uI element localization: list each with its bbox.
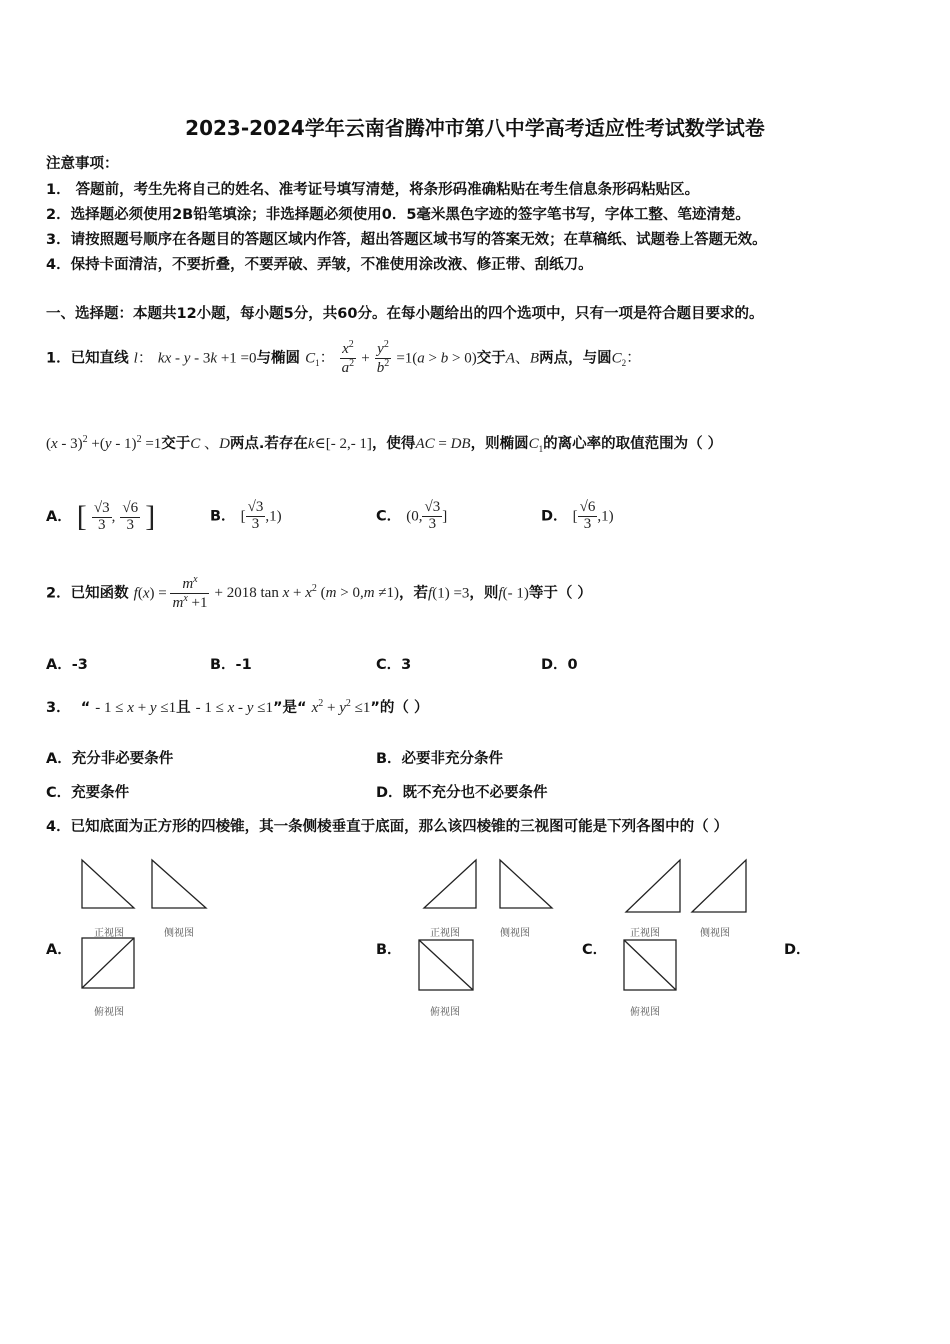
question-1-line-1: 1．已知直线 l： kx - y - 3k +1 =0与椭圆 $C_1$： $\frac{x^2}{a^2}$ + $\frac{y^2}{b^2}$ =1(a > b > 0)交于A、B两点，与圆$C_2$：: [46, 339, 642, 376]
option-b[interactable]: B． [ $\frac{√3}{3}$ ,1): [210, 499, 282, 532]
option-c[interactable]: C．3: [376, 657, 412, 673]
option-c-front-view: [626, 860, 680, 912]
top-view-label: 俯视图: [430, 1007, 460, 1018]
option-d[interactable]: D． [ $\frac{√6}{3}$ ,1): [541, 499, 614, 532]
side-view-label: 侧视图: [164, 928, 194, 939]
front-view-label: 正视图: [430, 928, 460, 939]
notice-item: 2．选择题必须使用2B铅笔填涂；非选择题必须使用0．5毫米黑色字迹的签字笔书写，字体工整、笔迹清楚。: [46, 207, 750, 223]
side-view-label: 侧视图: [700, 928, 730, 939]
option-c[interactable]: C．: [582, 942, 608, 958]
notice-item: 1． 答题前，考生先将自己的姓名、准考证号填写清楚，将条形码准确粘贴在考生信息条形码粘贴区。: [46, 182, 700, 198]
notice-item: 3．请按照题号顺序在各题目的答题区域内作答，超出答题区域书写的答案无效；在草稿纸、试题卷上答题无效。: [46, 232, 767, 248]
page-title: 2023-2024学年云南省腾冲市第八中学高考适应性考试数学试卷: [185, 116, 765, 140]
option-a[interactable]: A．-3: [46, 657, 88, 673]
option-d[interactable]: D．既不充分也不必要条件: [376, 785, 548, 801]
option-b-front-view: [424, 860, 476, 908]
option-b-side-view: [500, 860, 552, 908]
top-view-label: 俯视图: [630, 1007, 660, 1018]
top-view-label: 俯视图: [94, 1007, 124, 1018]
option-a[interactable]: A． [ $\frac{√3}{3}$ , $\frac{√6}{3}$ ]: [46, 499, 156, 533]
option-b[interactable]: B．必要非充分条件: [376, 751, 504, 767]
option-c-side-view: [692, 860, 746, 912]
option-c[interactable]: C． (0, $\frac{√3}{3}$ ]: [376, 499, 448, 532]
option-d[interactable]: D．0: [541, 657, 578, 673]
option-a-front-view: [82, 860, 134, 908]
option-d[interactable]: D．: [784, 942, 811, 958]
three-view-figures: [0, 850, 950, 1020]
option-b[interactable]: B．-1: [210, 657, 252, 673]
option-a-side-view: [152, 860, 206, 908]
option-b-top-view: [419, 940, 473, 990]
front-view-label: 正视图: [630, 928, 660, 939]
option-c[interactable]: C．充要条件: [46, 785, 130, 801]
side-view-label: 侧视图: [500, 928, 530, 939]
option-a[interactable]: A．: [46, 942, 72, 958]
question-2: 2．已知函数 f(x) = $\frac{m^x}{m^x +1}$ + 2018 $\tan x + x^2$ (m > 0,m ≠1)，若f(1) =3，则f(- 1)等于（ ）: [46, 574, 592, 611]
front-view-label: 正视图: [94, 928, 124, 939]
option-b[interactable]: B．: [376, 942, 402, 958]
notice-item: 4．保持卡面清洁，不要折叠，不要弄破、弄皱，不准使用涂改液、修正带、刮纸刀。: [46, 257, 593, 273]
question-1-line-2: (x - 3)$^2$ +(y - 1)$^2$ =1交于C 、D两点.若存在k∈[- 2,- 1]，使得AC = DB，则椭圆$C_1$的离心率的取值范围为（ ）: [46, 434, 723, 454]
option-a[interactable]: A．充分非必要条件: [46, 751, 174, 767]
option-a-top-view: [82, 938, 134, 988]
notice-heading: 注意事项：: [46, 156, 119, 172]
question-3: 3． “ - 1 ≤ x + y ≤1且 - 1 ≤ x - y ≤1”是“ $x^2 + y^2 \le 1$”的（ ）: [46, 698, 429, 716]
section-heading: 一、选择题：本题共12小题，每小题5分，共60分。在每小题给出的四个选项中，只有一项是符合题目要求的。: [46, 306, 764, 322]
option-c-top-view: [624, 940, 676, 990]
question-4: 4．已知底面为正方形的四棱锥，其一条侧棱垂直于底面，那么该四棱锥的三视图可能是下列各图中的（ ）: [46, 819, 729, 835]
